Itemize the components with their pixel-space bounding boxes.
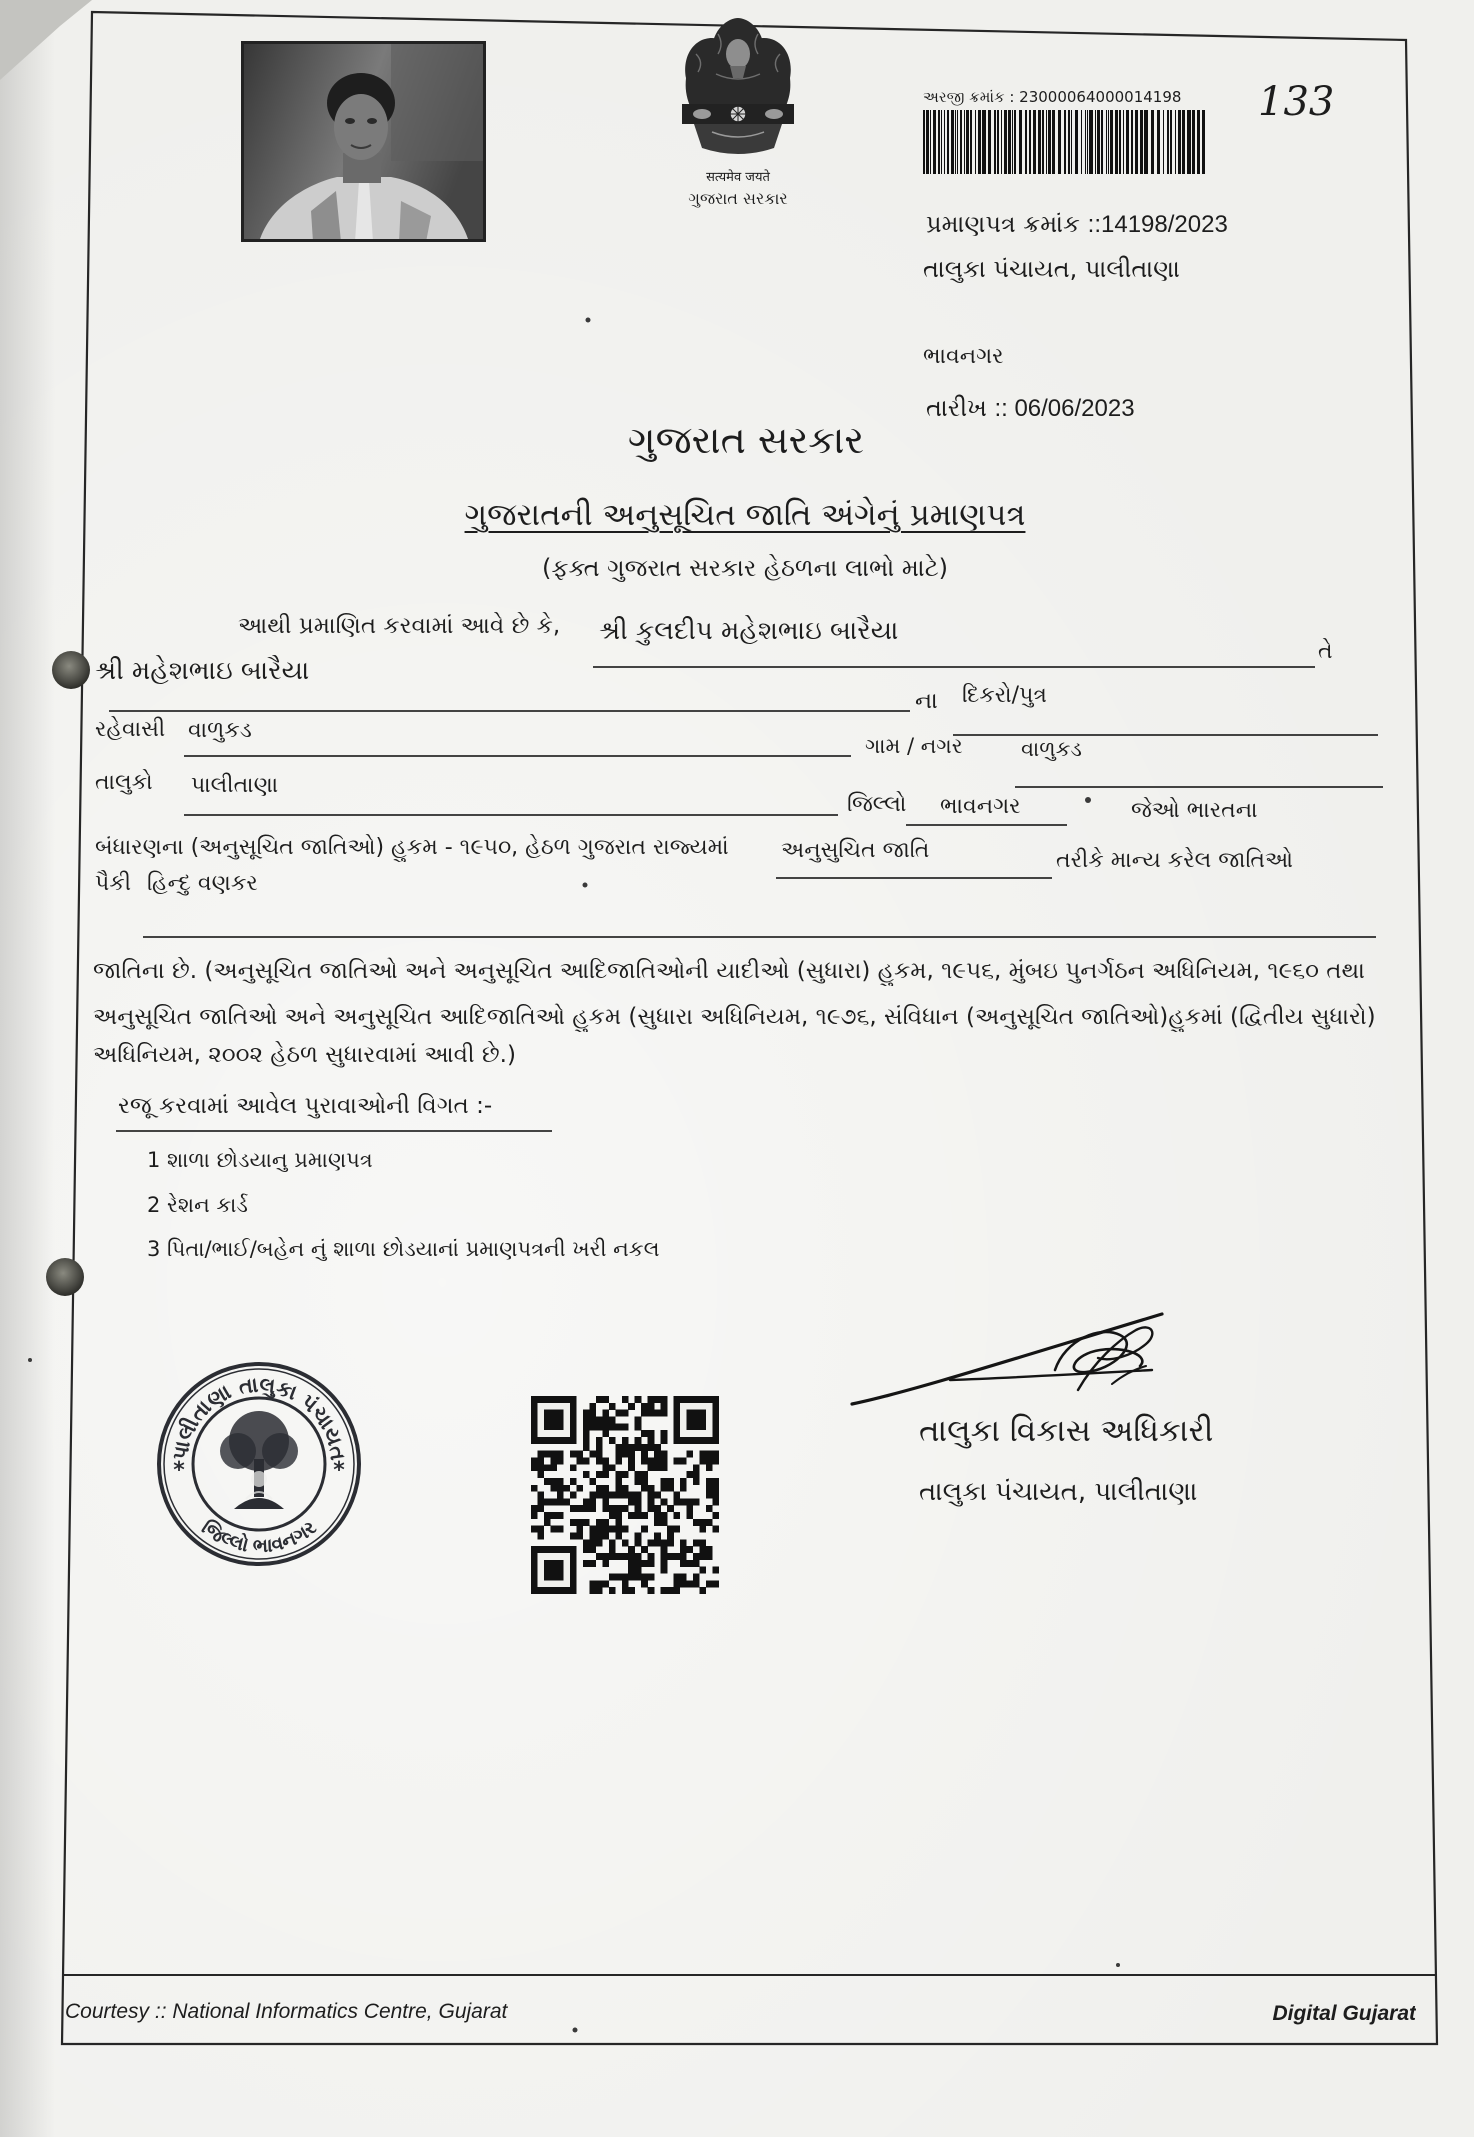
district-value: ભાવનગર: [940, 794, 1021, 819]
footer-courtesy: Courtesy :: National Informatics Centre, Gujarat: [65, 2000, 508, 2023]
evidence-item: 2 રેશન કાર્ડ: [147, 1193, 248, 1217]
evidence-heading: રજૂ કરવામાં આવેલ પુરાવાઓની વિગત :-: [118, 1093, 493, 1119]
issuing-district: ભાવનગર: [923, 344, 1004, 369]
signatory-office: તાલુકા પંચાયત, પાલીતાણા: [919, 1477, 1198, 1507]
officer-signature: [850, 1300, 1180, 1412]
resident-value: વાળુકડ: [188, 718, 252, 743]
government-heading: ગુજરાત સરકાર: [627, 418, 865, 462]
evidence-item: 3 પિતા/ભાઈ/બહેન નું શાળા છોડયાનાં પ્રમાણપત્રની ખરી નકલ: [147, 1237, 660, 1261]
issue-date: [926, 393, 1396, 425]
father-name: શ્રી મહેશભાઇ બારૈયા: [95, 656, 310, 686]
footer-brand: Digital Gujarat: [1272, 2002, 1416, 2025]
certificate-number: [926, 209, 1396, 241]
certificate-number-label: પ્રમાણપત્ર ક્રમાંક: [926, 210, 1081, 238]
application-number: અરજી ક્રમાંક : 23000064000014198: [923, 88, 1182, 106]
applicant-name: શ્રી કુલદીપ મહેશભાઇ બારૈયા: [599, 616, 899, 646]
issue-date-value: :: 06/06/2023: [994, 395, 1135, 422]
certificate-number-value: ::14198/2023: [1087, 211, 1228, 238]
village-label: ગામ / નગર: [865, 734, 963, 758]
relation: દિકરો/પુત્ર: [962, 683, 1047, 708]
emblem-motto: सत्यमेव जयते: [706, 170, 770, 185]
evidence-item: 1 શાળા છોડયાનુ પ્રમાણપત્ર: [147, 1148, 373, 1172]
punch-hole: [52, 651, 90, 689]
possessive-na: ના: [915, 688, 938, 714]
legal-paragraph-line: અધિનિયમ, ૨૦૦૨ હેઠળ સુધારવામાં આવી છે.): [93, 1042, 516, 1068]
india-text: જેઓ ભારતના: [1131, 798, 1258, 823]
recognized-text: તરીકે માન્ય કરેલ જાતિઓ: [1056, 848, 1293, 873]
resident-label: રહેવાસી: [95, 717, 166, 742]
taluka-value: પાલીતાણા: [191, 773, 279, 798]
issuing-office: તાલુકા પંચાયત, પાલીતાણા: [923, 255, 1180, 283]
taluka-panchayat-seal: [154, 1359, 364, 1569]
certificate-title: ગુજરાતની અનુસૂચિત જાતિ અંગેનું પ્રમાણપત્ર: [464, 497, 1026, 533]
caste-value: હિન્દુ વણકર: [147, 871, 258, 896]
seal-tree-icon: [220, 1411, 298, 1509]
district-label: જિલ્લો: [847, 792, 907, 817]
legal-paragraph-line: જાતિના છે. (અનુસૂચિત જાતિઓ અને અનુસૂચિત આદિજાતિઓની યાદીઓ (સુધારા) હુકમ, ૧૯૫૬, મુંબઇ પુનર્ગઠન અધિનિયમ, ૧૯૬૦ તથા: [93, 958, 1365, 984]
legal-paragraph-line: અનુસૂચિત જાતિઓ અને અનુસૂચિત આદિજાતિઓ હુકમ (સુધારા અધિનિયમ, ૧૯૭૬, સંવિધાન (અનુસૂચિત જાતિઓ)હુકમાં (દ્વિતીય સુધારો): [93, 1004, 1376, 1030]
svg-text:જિલ્લો ભાવનગર: [197, 1516, 320, 1557]
signatory-designation: તાલુકા વિકાસ અધિકારી: [919, 1413, 1214, 1449]
seal-top-text: પાલીતાણા તાલુકા પંચાયત: [167, 1372, 351, 1462]
taluka-label: તાલુકો: [95, 770, 153, 795]
constitution-order-text: બંધારણના (અનુસૂચિત જાતિઓ) હુકમ - ૧૯૫૦, હેઠળ ગુજરાત રાજ્યમાં: [95, 835, 729, 860]
applicant-photo: [241, 41, 486, 242]
punch-hole: [46, 1258, 84, 1296]
pronoun-te: તે: [1318, 639, 1333, 664]
barcode: [923, 110, 1205, 174]
seal-bottom-text: જિલ્લો ભાવનગર: [197, 1516, 321, 1558]
handwritten-number: 133: [1258, 79, 1335, 125]
category-value: અનુસુચિત જાતિ: [781, 838, 930, 863]
certificate-subtitle: (ફક્ત ગુજરાત સરકાર હેઠળના લાભો માટે): [541, 554, 949, 582]
among-label: પૈકી: [95, 871, 132, 896]
emblem-caption: ગુજરાત સરકાર: [688, 189, 788, 208]
svg-text:*: *: [173, 1458, 185, 1483]
certification-intro: આથી પ્રમાણિત કરવામાં આવે છે કે,: [238, 613, 561, 639]
village-value: વાળુકડ: [1021, 737, 1082, 761]
qr-code: [531, 1396, 719, 1594]
svg-text:*: *: [333, 1458, 345, 1483]
ashoka-emblem-icon: [672, 14, 804, 166]
scan-edge-shadow: [0, 0, 92, 80]
issue-date-label: તારીખ: [926, 394, 987, 422]
